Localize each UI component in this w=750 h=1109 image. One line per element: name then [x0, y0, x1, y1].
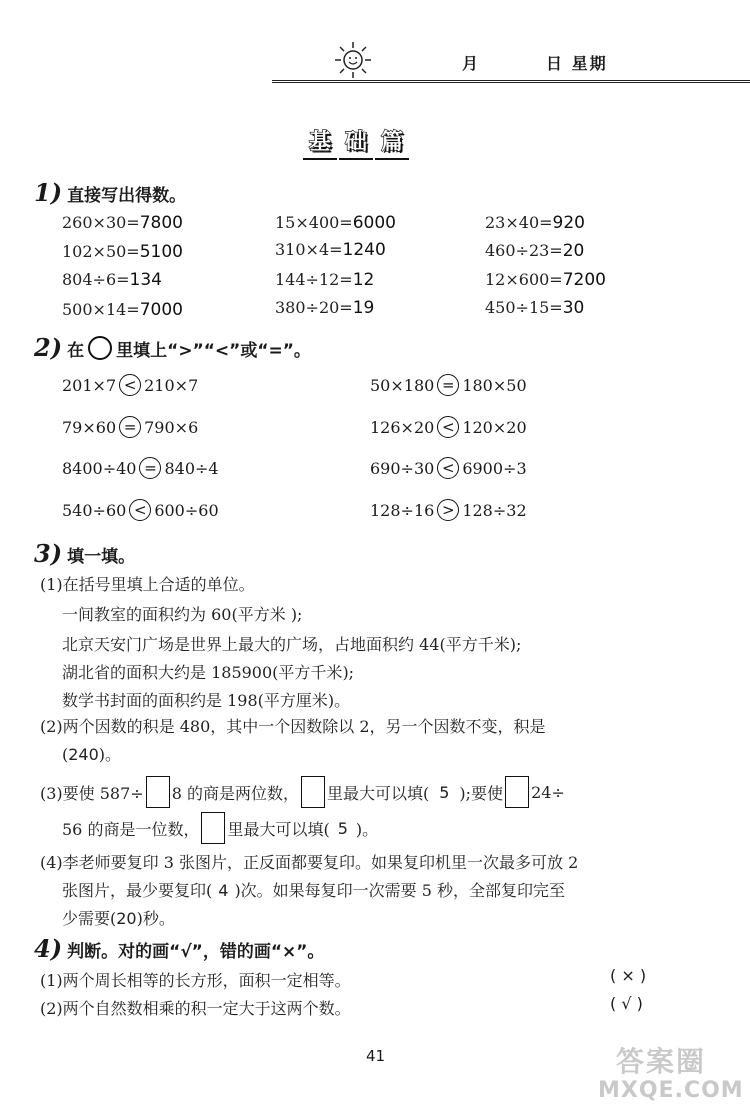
section-banner: [303, 128, 409, 160]
fill-answer: 平方千米: [445, 635, 510, 654]
calc-item: 450÷15=30: [485, 298, 585, 318]
question-3-4-line: 张图片，最少要复印( 4 )次。如果每复印一次需要 5 秒，全部复印完至: [62, 881, 566, 900]
answer: 7800: [139, 213, 183, 233]
blank-box: [201, 812, 225, 844]
calc-item: 23×40=920: [485, 213, 585, 233]
compare-answer: =: [139, 457, 161, 479]
banner-char: 篇: [375, 128, 409, 160]
compare-item: 540÷60 < 600÷60: [62, 500, 219, 520]
fill-answer: 20: [116, 909, 137, 928]
question-3-3-line: 56 的商是一位数， 里最大可以填( 5 )。: [62, 812, 378, 844]
compare-answer: <: [119, 374, 141, 396]
compare-answer: <: [437, 416, 459, 438]
watermark-logo: 答案圈: [616, 1045, 707, 1078]
section-title: 直接写出得数。: [67, 186, 187, 206]
section-title-post: 里填上“>”“<”或“=”。: [116, 341, 311, 361]
page-number: 41: [366, 1047, 386, 1065]
blank-box: [146, 776, 170, 808]
fill-answer: 平方厘米: [263, 691, 328, 710]
blank-box: [505, 776, 529, 808]
question-3-2-line: (240)。: [62, 745, 122, 764]
answer: 7200: [562, 270, 606, 290]
section1-heading: [34, 178, 186, 207]
judge-question: (2)两个自然数相乘的积一定大于这两个数。: [40, 999, 351, 1018]
compare-item: 690÷30 < 6900÷3: [370, 458, 527, 478]
question-3-2-line: (2)两个因数的积是 480，其中一个因数除以 2，另一个因数不变，积是: [40, 717, 546, 736]
section-title-pre: 在: [67, 341, 85, 361]
header-divider: [272, 80, 750, 83]
judge-answer: ( × ): [610, 966, 647, 985]
question-3-1-line: 一间教室的面积约为 60(平方米 );: [62, 605, 303, 624]
calc-item: 144÷12=12: [275, 270, 375, 290]
compare-answer: <: [437, 457, 459, 479]
section-number: 3): [34, 539, 63, 568]
calc-item: 380÷20=19: [275, 298, 375, 318]
compare-answer: =: [119, 416, 141, 438]
question-3-3-line: (3)要使 587÷ 8 的商是两位数， 里最大可以填( 5 );要使 24÷: [40, 776, 565, 808]
answer: 20: [562, 241, 585, 261]
section-number: 4): [34, 934, 63, 963]
compare-item: 128÷16 > 128÷32: [370, 500, 527, 520]
compare-item: 126×20 < 120×20: [370, 417, 527, 437]
judge-answer: ( √ ): [610, 994, 643, 1013]
banner-char: 础: [339, 128, 373, 160]
calc-item: 12×600=7200: [485, 270, 606, 290]
answer: 12: [352, 270, 375, 290]
compare-item: 8400÷40 = 840÷4: [62, 458, 219, 478]
calc-item: 460÷23=20: [485, 241, 585, 261]
judge-question: (1)两个周长相等的长方形，面积一定相等。: [40, 971, 351, 990]
watermark-url: MXQE.COM: [598, 1078, 744, 1103]
compare-item: 79×60 = 790×6: [62, 417, 199, 437]
answer: 920: [552, 213, 585, 233]
answer: 134: [129, 270, 162, 290]
calc-item: 15×400=6000: [275, 213, 396, 233]
section-number: 1): [34, 178, 63, 207]
answer: 5100: [139, 242, 183, 262]
answer: 30: [562, 298, 585, 318]
header-day-weekday: 日 星期: [546, 54, 608, 73]
question-3-1-line: 北京天安门广场是世界上最大的广场，占地面积约 44(平方千米);: [62, 635, 522, 654]
fill-answer: 240: [68, 745, 99, 764]
question-3-1-line: 数学书封面的面积约是 198(平方厘米)。: [62, 691, 351, 710]
compare-answer: <: [129, 499, 151, 521]
calc-item: 260×30=7800: [62, 213, 183, 233]
header-month: 月: [462, 54, 479, 73]
section-number: 2): [34, 333, 63, 362]
question-3-1-line: 湖北省的面积大约是 185900(平方千米);: [62, 663, 355, 682]
banner-char: 基: [303, 128, 337, 160]
compare-item: 201×7 < 210×7: [62, 375, 199, 395]
answer: 1240: [342, 240, 386, 260]
calc-item: 310×4=1240: [275, 240, 386, 260]
fill-answer: 平方千米: [278, 663, 343, 682]
fill-answer: 5: [337, 818, 348, 838]
section-title: 判断。对的画“√”，错的画“×”。: [67, 942, 325, 962]
calc-item: 804÷6=134: [62, 270, 162, 290]
section4-heading: [34, 934, 324, 963]
answer: 6000: [352, 213, 396, 233]
compare-answer: =: [437, 374, 459, 396]
compare-item: 50×180 = 180×50: [370, 375, 527, 395]
answer: 7000: [139, 300, 183, 320]
compare-answer: >: [437, 499, 459, 521]
calc-item: 500×14=7000: [62, 300, 183, 320]
section2-heading: [34, 333, 311, 362]
calc-item: 102×50=5100: [62, 242, 183, 262]
section3-heading: [34, 539, 135, 568]
question-3-1-title: (1)在括号里填上合适的单位。: [40, 575, 255, 594]
question-3-4-line: 少需要(20)秒。: [62, 909, 175, 928]
sun-icon: [333, 40, 373, 80]
fill-answer: 4: [218, 881, 229, 900]
answer: 19: [352, 298, 375, 318]
blank-box: [301, 776, 325, 808]
circle-icon: [88, 336, 112, 360]
section-title: 填一填。: [67, 547, 136, 567]
fill-answer: 5: [439, 782, 450, 802]
fill-answer: 平方米: [237, 605, 286, 624]
question-3-4-line: (4)李老师要复印 3 张图片，正反面都要复印。如果复印机里一次最多可放 2: [40, 853, 579, 872]
